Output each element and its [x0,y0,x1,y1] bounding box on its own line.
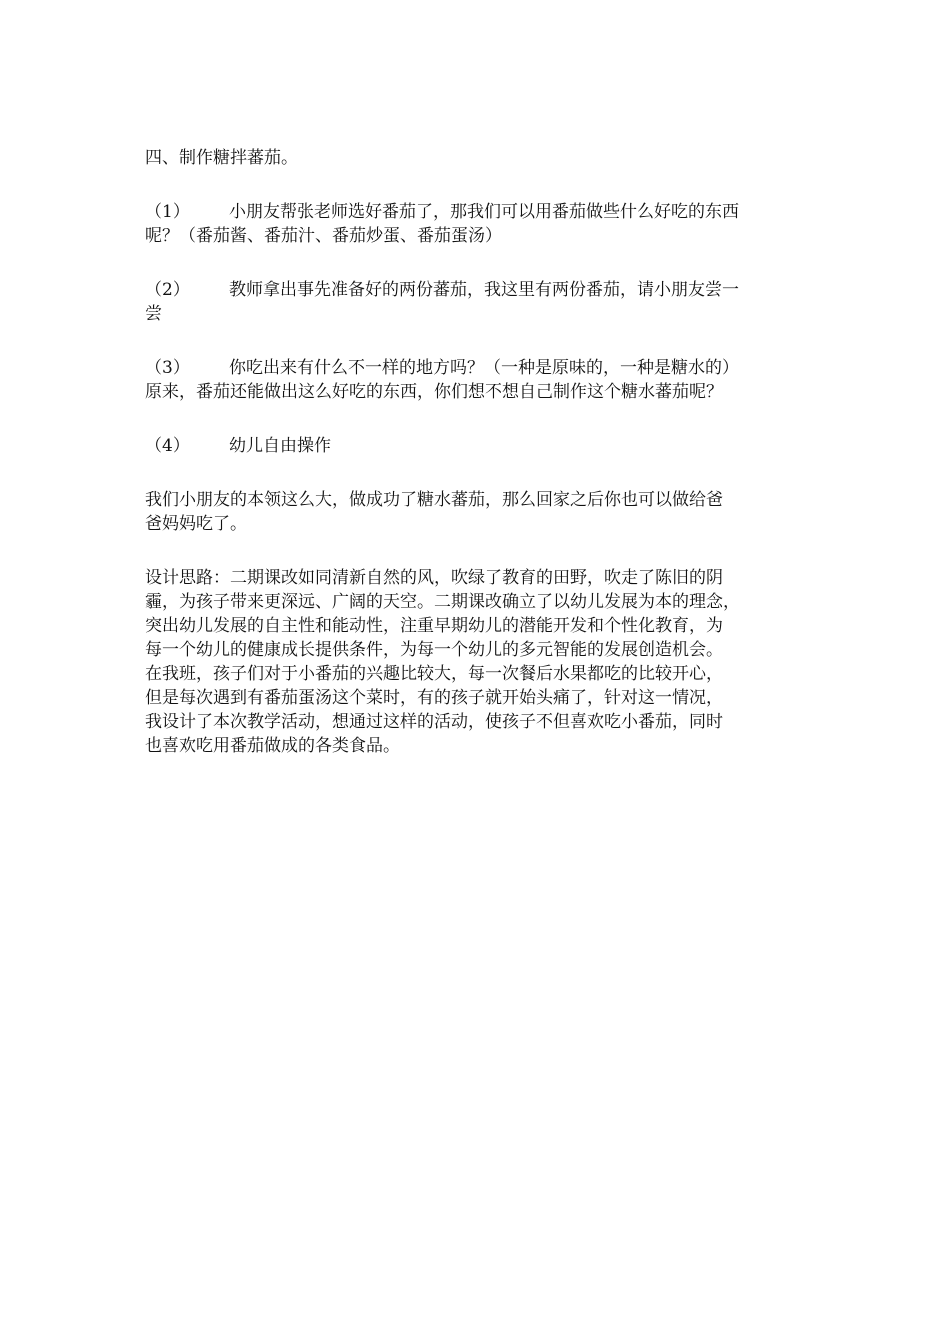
step-1-line-1 [145,200,813,224]
design-line: 每一个幼儿的健康成长提供条件，为每一个幼儿的多元智能的发展创造机会。 [145,640,723,660]
design-line: 但是每次遇到有番茄蛋汤这个菜时，有的孩子就开始头痛了，针对这一情况， [145,688,723,708]
design-rationale-paragraph [145,566,813,758]
step-2-line-1 [145,278,813,302]
step-4-number: （4） [145,436,190,456]
step-2-line-2: 尝 [145,304,162,324]
design-line: 霾，为孩子带来更深远、广阔的天空。二期课改确立了以幼儿发展为本的理念， [145,592,740,612]
closing-paragraph [145,488,813,536]
design-line: 也喜欢吃用番茄做成的各类食品。 [145,736,400,756]
design-line: 突出幼儿发展的自主性和能动性，注重早期幼儿的潜能开发和个性化教育，为 [145,616,723,636]
step-4-line-1 [145,434,813,458]
step-3-text: 你吃出来有什么不一样的地方吗？（一种是原味的，一种是糖水的） [229,358,739,378]
design-line: 设计思路：二期课改如同清新自然的风，吹绿了教育的田野，吹走了陈旧的阴 [145,568,723,588]
step-3-line-2: 原来，番茄还能做出这么好吃的东西，你们想不想自己制作这个糖水蕃茄呢？ [145,382,723,402]
document-page [145,146,813,788]
design-line: 我设计了本次教学活动，想通过这样的活动，使孩子不但喜欢吃小番茄，同时 [145,712,723,732]
step-1-line-2: 呢？（番茄酱、番茄汁、番茄炒蛋、番茄蛋汤） [145,226,502,246]
step-1-text: 小朋友帮张老师选好番茄了，那我们可以用番茄做些什么好吃的东西 [229,202,739,222]
step-3-line-1 [145,356,813,380]
step-2 [145,278,813,326]
step-4 [145,434,813,458]
design-line: 在我班，孩子们对于小番茄的兴趣比较大，每一次餐后水果都吃的比较开心， [145,664,723,684]
step-1 [145,200,813,248]
step-2-text: 教师拿出事先准备好的两份蕃茄，我这里有两份番茄，请小朋友尝一 [229,280,739,300]
step-2-number: （2） [145,280,190,300]
step-3 [145,356,813,404]
closing-line-1: 我们小朋友的本领这么大，做成功了糖水蕃茄，那么回家之后你也可以做给爸 [145,490,723,510]
closing-line-2: 爸妈妈吃了。 [145,514,247,534]
step-1-number: （1） [145,202,190,222]
section-heading: 四、制作糖拌蕃茄。 [145,148,298,168]
step-3-number: （3） [145,358,190,378]
step-4-text: 幼儿自由操作 [229,436,331,456]
